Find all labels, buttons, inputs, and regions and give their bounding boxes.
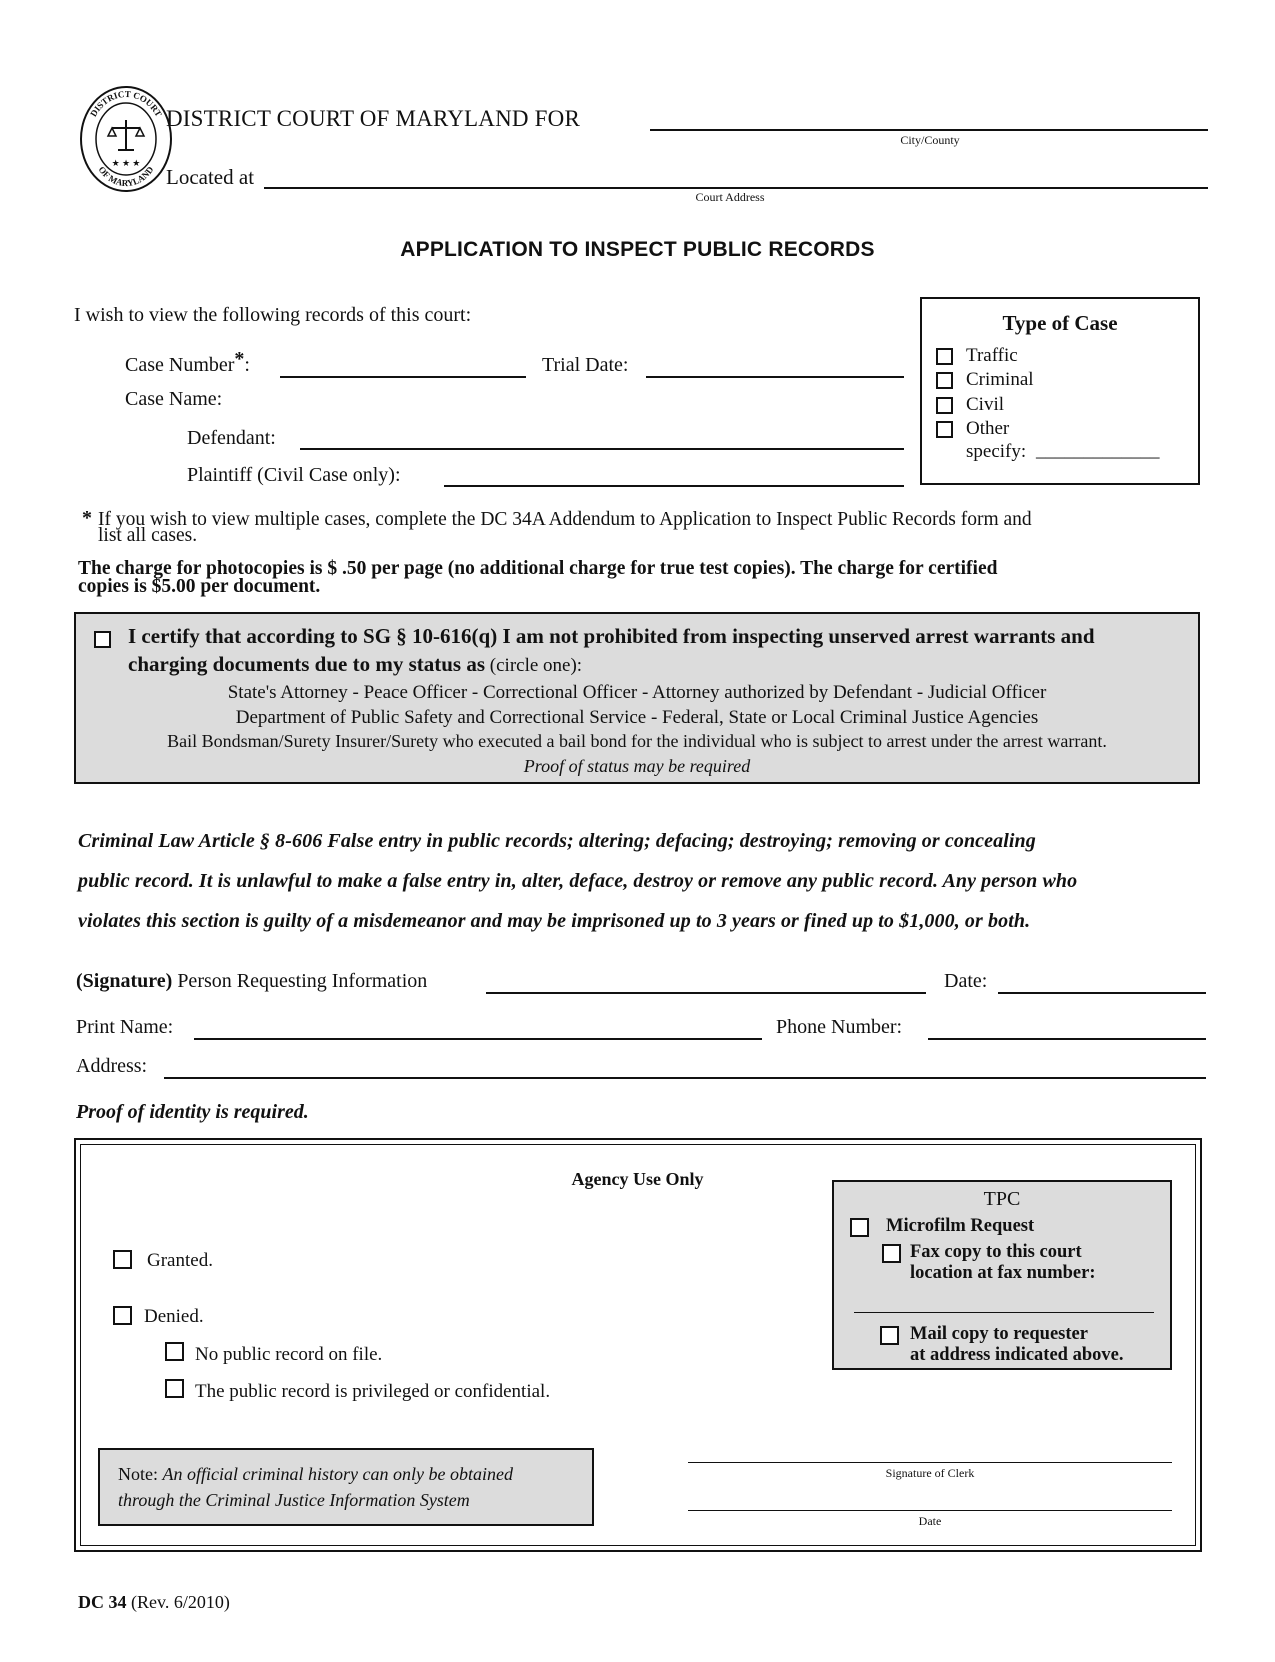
no-record-checkbox[interactable] xyxy=(165,1342,184,1361)
svg-text:OF MARYLAND: OF MARYLAND xyxy=(96,164,156,189)
status-line3: Bail Bondsman/Surety Insurer/Surety who executed a bail bond for the individual who is subject to arrest under the arrest warrant. xyxy=(167,731,1107,751)
granted-checkbox[interactable] xyxy=(113,1250,132,1269)
address-label: Address: xyxy=(76,1055,148,1077)
records-intro: I wish to view the following records of this court: xyxy=(74,304,472,326)
court-title: DISTRICT COURT OF MARYLAND FOR xyxy=(166,106,581,131)
form-title: APPLICATION TO INSPECT PUBLIC RECORDS xyxy=(400,238,875,261)
mail-checkbox[interactable] xyxy=(880,1326,899,1345)
option-traffic-label: Traffic xyxy=(966,345,1018,366)
charges-line2: copies is $5.00 per document. xyxy=(78,576,321,597)
option-civil-label: Civil xyxy=(966,394,1005,415)
phone-field[interactable] xyxy=(928,1038,1206,1040)
defendant-label: Defendant: xyxy=(187,427,276,449)
located-at-label: Located at xyxy=(166,165,255,189)
checkbox-other[interactable] xyxy=(936,421,953,438)
specify-label: specify: xyxy=(966,441,1027,462)
option-other-label: Other xyxy=(966,418,1010,439)
clerk-signature-field[interactable] xyxy=(688,1462,1172,1463)
proof-of-status: Proof of status may be required xyxy=(523,756,751,776)
criminal-law-line1: Criminal Law Article § 8-606 False entry in public records; altering; defacing; destroying; removing or concealing xyxy=(78,830,1036,852)
svg-text:★ ★ ★: ★ ★ ★ xyxy=(111,158,141,168)
case-number-asterisk: * xyxy=(234,348,245,370)
note-line2: through the Criminal Justice Information System xyxy=(118,1490,470,1510)
plaintiff-label: Plaintiff (Civil Case only): xyxy=(187,464,401,486)
microfilm-label: Microfilm Request xyxy=(886,1216,1035,1236)
no-record-label: No public record on file. xyxy=(195,1344,383,1365)
agency-title: Agency Use Only xyxy=(571,1169,704,1189)
charges-line1: The charge for photocopies is $ .50 per page (no additional charge for true test copies). The charge for certified xyxy=(78,558,998,579)
clerk-signature-caption: Signature of Clerk xyxy=(885,1466,975,1480)
certify-line2: charging documents due to my status as (circle one): xyxy=(128,652,583,676)
trial-date-label: Trial Date: xyxy=(542,354,629,376)
type-of-case-title: Type of Case xyxy=(1002,311,1118,335)
case-name-label: Case Name: xyxy=(125,388,223,410)
clerk-date-caption: Date xyxy=(918,1514,942,1528)
microfilm-checkbox[interactable] xyxy=(850,1218,869,1237)
print-name-label: Print Name: xyxy=(76,1016,174,1038)
status-line2: Department of Public Safety and Correctional Service - Federal, State or Local Criminal Justice Agencies xyxy=(235,707,1039,728)
clerk-date-field[interactable] xyxy=(688,1510,1172,1511)
address-field[interactable] xyxy=(164,1077,1206,1079)
city-county-caption: City/County xyxy=(900,133,960,147)
footnote-asterisk: * xyxy=(82,507,92,529)
city-county-field[interactable] xyxy=(650,129,1208,131)
criminal-law-line3: violates this section is guilty of a misdemeanor and may be imprisoned up to 3 years or fined up to $1,000, or both. xyxy=(78,910,1031,932)
granted-label: Granted. xyxy=(147,1250,213,1271)
specify-field[interactable]: _____________ xyxy=(1036,440,1160,461)
signature-label: (Signature) Person Requesting Information xyxy=(76,970,428,992)
note-box xyxy=(98,1448,594,1526)
denied-checkbox[interactable] xyxy=(113,1306,132,1325)
note-line1: Note: An official criminal history can only be obtained xyxy=(118,1464,513,1484)
denied-label: Denied. xyxy=(144,1306,204,1327)
checkbox-criminal[interactable] xyxy=(936,372,953,389)
checkbox-traffic[interactable] xyxy=(936,348,953,365)
privileged-checkbox[interactable] xyxy=(165,1379,184,1398)
certification-box xyxy=(74,612,1200,784)
court-address-caption: Court Address xyxy=(695,190,765,204)
privileged-label: The public record is privileged or confidential. xyxy=(195,1381,551,1402)
type-of-case-box xyxy=(920,297,1200,485)
svg-text:DISTRICT COURT: DISTRICT COURT xyxy=(88,88,164,119)
checkbox-civil[interactable] xyxy=(936,397,953,414)
mail-line2: at address indicated above. xyxy=(910,1345,1124,1365)
certify-checkbox[interactable] xyxy=(94,631,111,648)
date-field[interactable] xyxy=(998,992,1206,994)
date-label: Date: xyxy=(944,970,988,992)
phone-label: Phone Number: xyxy=(776,1016,903,1038)
print-name-field[interactable] xyxy=(194,1038,762,1040)
fax-line2: location at fax number: xyxy=(910,1263,1096,1283)
form-revision: DC 34 (Rev. 6/2010) xyxy=(78,1592,230,1612)
signature-field[interactable] xyxy=(486,992,926,994)
footnote-line1: If you wish to view multiple cases, complete the DC 34A Addendum to Application to Inspect Public Records form and xyxy=(98,509,1032,530)
defendant-field[interactable] xyxy=(300,448,904,450)
fax-line1: Fax copy to this court xyxy=(910,1242,1082,1262)
tpc-box xyxy=(832,1180,1172,1370)
certify-line1: I certify that according to SG § 10-616(q) I am not prohibited from inspecting unserved arrest warrants and xyxy=(128,624,1095,648)
criminal-law-line2: public record. It is unlawful to make a false entry in, alter, deface, destroy or remove any public record. Any person who xyxy=(78,870,1078,892)
trial-date-field[interactable] xyxy=(646,376,904,378)
proof-identity-note: Proof of identity is required. xyxy=(76,1101,309,1123)
status-line1: State's Attorney - Peace Officer - Correctional Officer - Attorney authorized by Defendant - Judicial Officer xyxy=(227,682,1047,703)
option-criminal-label: Criminal xyxy=(966,369,1034,390)
case-number-label: Case Number*: xyxy=(125,348,250,376)
court-seal-icon xyxy=(78,84,174,194)
footnote-line2: list all cases. xyxy=(98,525,198,546)
fax-checkbox[interactable] xyxy=(882,1244,901,1263)
mail-line1: Mail copy to requester xyxy=(910,1324,1088,1344)
court-address-field[interactable] xyxy=(264,187,1208,189)
case-number-field[interactable] xyxy=(280,376,526,378)
plaintiff-field[interactable] xyxy=(444,485,904,487)
tpc-title: TPC xyxy=(983,1188,1021,1210)
fax-number-field[interactable] xyxy=(854,1312,1154,1313)
